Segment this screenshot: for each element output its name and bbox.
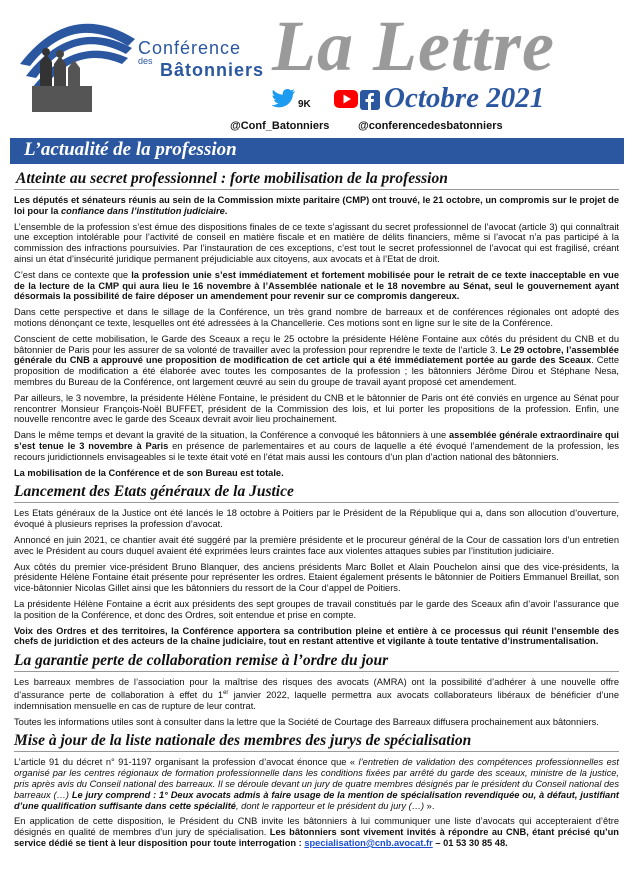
- text: Aux côtés du premier vice-président Bruno Blanquer, des anciens présidents Marc Bollet et Alain Pouchelon ainsi que des vice-présidents, la présidente Hélène Fontaine était présente pour représenter les ordres. Etaient également présents le bâtonnier de Poitiers Emmanuel Breillat, son vice-bâtonnier Nicolas Gillet ainsi que les bâtonniers du ressort de la Cour d’appel de Poitiers.: [14, 561, 619, 594]
- article-etats-generaux: [14, 483, 619, 647]
- social-row: [272, 82, 622, 114]
- paragraph: [14, 816, 619, 848]
- text: Les barreaux membres de l’association pour la maîtrise des risques des avocats (AMRA) ont la possibilité d’adhérer à une nouvelle offre d’assurance perte de collaboration à effet du 1: [14, 677, 619, 700]
- text: .: [224, 205, 228, 216]
- twitter-handle[interactable]: @Conf_Batonniers: [230, 120, 330, 132]
- text: en présence de parlementaires et au cours de laquelle a été évoqué l’amendement de la profession, les recours juridictionnels envisageables si le texte était voté en l’état mais aussi les contours d’un plan d’action national des bâtonniers.: [14, 440, 619, 462]
- conference-logo: [10, 4, 280, 114]
- text: Annoncé en juin 2021, ce chantier avait été suggéré par la première présidente et le procureur général de la Cour de cassation lors d’un entretien avec le Président au cours duquel avaient été exprimées leurs craintes face aux violentes attaques subies par l’institution judiciaire.: [14, 534, 619, 556]
- text: Par ailleurs, le 3 novembre, la présidente Hélène Fontaine, le président du CNB et le bâtonnier de Paris ont été conviés en urgence au Sénat pour rencontrer Monsieur François-Noël BUFFET, président de la Commission des lois, et lui porter les propositions de la profession. Enfin, une nouvelle rencontre avec le garde des Sceaux devrait avoir lieu prochainement.: [14, 392, 619, 425]
- logo-text-batonniers: Bâtonniers: [160, 60, 265, 80]
- paragraph: [14, 757, 619, 811]
- paragraph: [14, 626, 619, 648]
- text: En application de cette disposition, le Président du CNB invite les bâtonniers à lui communiquer une liste d’avocats qui accepteraient d’être désignés en qualité de membres d’un jury de spécialisation.: [14, 816, 619, 838]
- text: L’article 91 du décret n° 91-1197 organisant la profession d’avocat énonce que «: [14, 757, 359, 768]
- bold-text: Les députés et sénateurs réunis au sein de la Commission mixte paritaire (CMP) ont trouvé, le 21 octobre, un compromis sur le projet de loi pour la: [14, 195, 619, 216]
- text: Dans le même temps et devant la gravité de la situation, la Conférence a convoqué les bâtonniers à une: [14, 430, 449, 441]
- italic-text: , dont le rapporteur et le président du jury (…): [235, 800, 425, 811]
- bold-text: Le 29 octobre, l’assemblée générale du CNB a approuvé une proposition de modification de cet article qui a été immédiatement portée au garde des Sceaux: [14, 344, 619, 366]
- bold-italic-text: Le jury comprend : 1° Deux avocats admis à faire usage de la mention de spécialisation revendiquée ou, à défaut, justifiant d’une qualification suffisante dans cette spécialité: [14, 789, 619, 811]
- letter-header: [0, 0, 631, 140]
- paragraph: [14, 468, 619, 479]
- text: ».: [424, 800, 435, 811]
- paragraph: [14, 334, 619, 388]
- issue-month: Octobre 2021: [384, 82, 545, 114]
- bold-text: Voix des Ordres et des territoires, la Conférence apportera sa contribution pleine et entière à ce processus qui réunit l’ensemble des chefs de juridiction et des acteurs de la chaîne judiciaire, tout en restant attentive et vigilante à toute tentative d’instrumentalisation.: [14, 625, 619, 647]
- text: Les Etats généraux de la Justice ont été lancés le 18 octobre à Poitiers par le Président de la République qui a, dans son allocution d’ouverture, évoqué à plusieurs reprises la profession d’avocat.: [14, 508, 619, 530]
- paragraph: [14, 677, 619, 711]
- youtube-icon[interactable]: [334, 90, 358, 108]
- paragraph: [14, 195, 619, 217]
- logo-text-des: des: [138, 56, 153, 66]
- article-title: La garantie perte de collaboration remise à l’ordre du jour: [14, 652, 619, 672]
- text: .: [281, 467, 284, 478]
- paragraph: [14, 307, 619, 329]
- text: Conscient de cette mobilisation, le Garde des Sceaux a reçu le 25 octobre la présidente Hélène Fontaine aux côtés du président du CNB et du bâtonnier de Paris pour les assurer de sa volonté de travailler avec la profession pour reprendre le texte de l’article 3.: [14, 333, 619, 355]
- text: Toutes les informations utiles sont à consulter dans la lettre que la Société de Courtage des Barreaux diffusera prochainement aux bâtonniers.: [14, 716, 599, 727]
- bold-text: la profession unie s’est immédiatement et fortement mobilisée pour le retrait de ce texte inacceptable en vue de la lecture de la CMP qui aura lieu le 16 novembre à l’Assemblée nationale et le 18 novembre au Sénat, seul le gouvernement ayant désormais la possibilité de faire déposer un amendement pour revenir sur ce compromis dangereux.: [14, 269, 619, 302]
- paragraph: [14, 535, 619, 557]
- newsletter-content: [14, 170, 619, 854]
- italic-text: confiance dans l’institution judiciaire: [61, 205, 225, 216]
- text: Dans cette perspective et dans le sillage de la Conférence, un très grand nombre de barreaux et de conférences régionales ont adopté des motions dénonçant ce texte, lesquelles ont été adressées à la Chancellerie. Ces motions sont en ligne sur le site de la Conférence.: [14, 307, 619, 328]
- text: . Cette proposition de modification a été élaborée avec toutes les composantes de la profession ; les bâtonniers Jérôme Dirou et Stéphane Nesa, membres du Bureau de la Conférence, ont largement œuvré au sein du groupe de travail ayant proposé cet amendement.: [14, 355, 619, 387]
- twitter-icon[interactable]: [272, 88, 296, 110]
- bold-text: La mobilisation de la Conférence et de son Bureau est totale: [14, 467, 282, 478]
- paragraph: [14, 270, 619, 302]
- bold-text: Les bâtonniers sont vivement invités à répondre au CNB, étant précisé qu’un service dédié se tient à leur disposition pour toute interrogation :: [14, 827, 619, 848]
- bold-text: – 01 53 30 85 48.: [432, 837, 508, 848]
- article-title: Mise à jour de la liste nationale des membres des jurys de spécialisation: [14, 732, 619, 752]
- text: C’est dans ce contexte que: [14, 269, 132, 280]
- logo-text-conference: Conférence: [138, 38, 242, 58]
- twitter-follower-count: 9K: [298, 99, 311, 110]
- text: La présidente Hélène Fontaine a écrit aux présidents des sept groupes de travail constitués par le garde des Sceaux afin d’avoir l’assurance que la position de la Conférence, et donc des Ordres, soit entendue et prise en compte.: [14, 598, 619, 620]
- paragraph: [14, 717, 619, 728]
- superscript: er: [223, 689, 229, 696]
- paragraph: [14, 393, 619, 425]
- paragraph: [14, 430, 619, 462]
- italic-text: l’entretien de validation des compétences professionnelles est organisé par les centres régionaux de formation professionnelle dans les conditions fixées par arrêté du garde des sceaux, ministre de la justice, pris après avis du Conseil national des barreaux. Il se déroule devant un jury de quatre membres désignés par le président du Conseil national des barreaux (…): [14, 757, 619, 800]
- banner-title: L’actualité de la profession: [24, 139, 237, 160]
- text: L’ensemble de la profession s’est émue des dispositions finales de ce texte s’agissant du secret professionnel de l’avocat (article 3) qui connaîtrait une exception intolérable pour l’activité de conseil en matière fiscale et en matière de délits financiers, même si l’avocat n’a pas participé à la commission des infractions poursuivies. Par l’instauration de ces exceptions, c’est tout le secret professionnel de l’avocat qui est fragilisé, créant ainsi un état d’insécurité juridique permanent préjudiciable aux citoyens, aux avocats et à l’Etat de droit.: [14, 221, 619, 264]
- arch-logo-icon: [10, 4, 140, 114]
- article-title: Atteinte au secret professionnel : forte mobilisation de la profession: [14, 170, 619, 190]
- article-garantie-perte-collaboration: [14, 652, 619, 727]
- paragraph: [14, 508, 619, 530]
- email-link[interactable]: specialisation@cnb.avocat.fr: [304, 837, 433, 848]
- paragraph: [14, 222, 619, 265]
- paragraph: [14, 562, 619, 594]
- bold-text: assemblée générale extraordinaire qui s’est tenue le 3 novembre à Paris: [14, 430, 619, 451]
- article-title: Lancement des Etats généraux de la Justice: [14, 483, 619, 503]
- article-jurys-specialisation: [14, 732, 619, 848]
- article-secret-professionnel: [14, 170, 619, 478]
- facebook-icon[interactable]: [360, 90, 380, 110]
- paragraph: [14, 599, 619, 621]
- facebook-handle[interactable]: @conferencedesbatonniers: [358, 120, 503, 132]
- text: janvier 2022, laquelle permettra aux avocats collaborateurs libéraux de bénéficier d’une indemnisation mensuelle en cas de rupture de leur contrat.: [14, 689, 619, 711]
- newsletter-title: La Lettre: [272, 6, 555, 86]
- section-banner: [10, 138, 624, 164]
